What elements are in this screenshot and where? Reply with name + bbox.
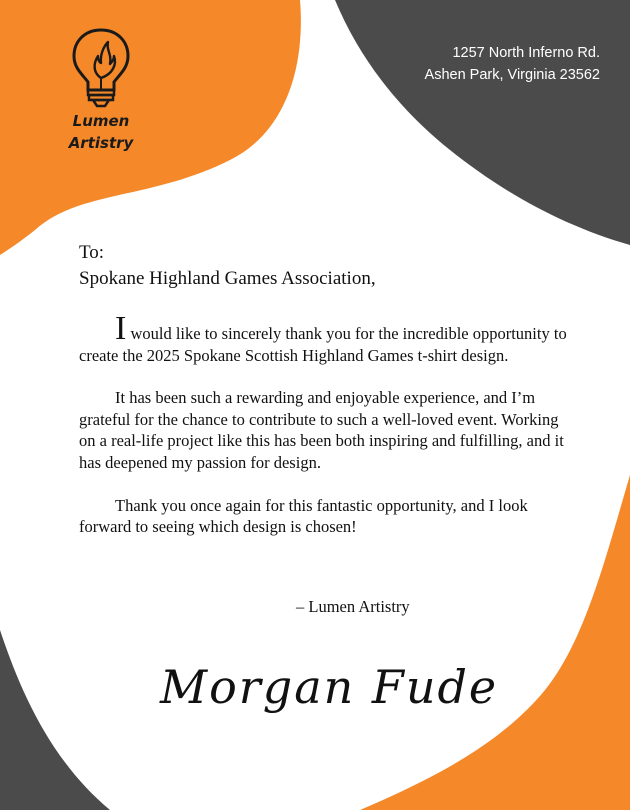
paragraph-1-text: would like to sincerely thank you for the incredible opportunity to create the 2025 Spokane Scottish Highland Games t-shirt design.: [79, 324, 567, 365]
recipient-name: Spokane Highland Games Association,: [79, 268, 376, 289]
brand-line-2: Artistry: [68, 134, 134, 152]
paragraph-2: [79, 387, 579, 473]
paragraph-2-text: It has been such a rewarding and enjoyable experience, and I’m grateful for the chance to contribute to such a well-loved event. Working on a real-life project like this has been both inspiring and fulfilling, and it has deepened my passion for design.: [79, 388, 564, 472]
orange-corner-top-left: [0, 0, 301, 255]
brand-logo: [60, 26, 150, 166]
address-city: Ashen Park, Virginia 23562: [424, 67, 600, 83]
drop-cap: I: [115, 310, 127, 347]
bulb-flame-icon: [68, 26, 134, 110]
charcoal-corner-top-right: [335, 0, 630, 245]
paragraph-3-text: Thank you once again for this fantastic opportunity, and I look forward to seeing which design is chosen!: [79, 495, 528, 537]
paragraph-1: [79, 310, 579, 366]
signature: Morgan Fude: [160, 660, 499, 714]
to-label: To:: [79, 242, 105, 263]
brand-name: [60, 110, 142, 154]
address-street: 1257 North Inferno Rd.: [452, 45, 600, 61]
paragraph-3: [79, 495, 579, 538]
letter-body: [79, 240, 579, 559]
brand-line-1: Lumen: [72, 112, 130, 130]
sender-address: [425, 42, 600, 86]
charcoal-corner-bottom-left: [0, 630, 110, 810]
closing-line: – Lumen Artistry: [296, 597, 410, 616]
